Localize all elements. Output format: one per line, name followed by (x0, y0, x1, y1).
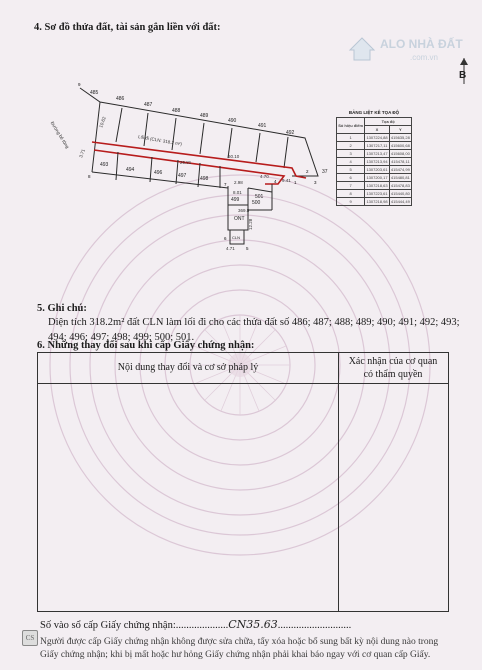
svg-text:497: 497 (178, 173, 187, 179)
coordinate-cell-x: 1307218,63 (366, 183, 388, 188)
coordinate-cell-x: 1307223,61 (366, 191, 388, 196)
svg-text:501: 501 (255, 194, 264, 200)
coordinate-cell-y: 415440,80 (390, 191, 410, 196)
svg-text:485: 485 (90, 90, 99, 96)
coordinate-cell-p: 7 (337, 182, 365, 190)
footer-warning (40, 636, 470, 662)
coordinate-cell-p: 2 (337, 142, 365, 150)
coordinate-cell-y: 415444,49 (390, 199, 410, 204)
svg-text:60.10: 60.10 (228, 154, 240, 159)
svg-text:9.41: 9.41 (282, 178, 291, 183)
coordinate-row (337, 182, 412, 190)
svg-text:494: 494 (126, 167, 135, 173)
coordinate-cell-p: 4 (337, 158, 365, 166)
coordinate-cell-y: 415600,68 (390, 143, 410, 148)
coordinate-cell-p: 9 (337, 198, 365, 206)
changes-content-header: Nội dung thay đổi và cơ sở pháp lý (117, 362, 259, 373)
svg-text:488: 488 (172, 108, 181, 114)
svg-text:6: 6 (224, 236, 227, 241)
svg-text:492: 492 (286, 130, 295, 136)
coordinate-table (336, 110, 412, 206)
svg-text:3: 3 (314, 180, 317, 185)
changes-table (37, 352, 449, 612)
col-x: X (365, 126, 389, 134)
coordinate-cell-x: 1307203,61 (366, 167, 388, 172)
svg-text:498: 498 (200, 176, 209, 182)
coordinate-row (337, 134, 412, 142)
cert-number-label: Số vào sổ cấp Giấy chứng nhận: (40, 620, 176, 631)
coordinate-row (337, 150, 412, 158)
col-point: Số hiệu điểm (337, 118, 365, 134)
coordinate-cell-x: 1307218,98 (366, 199, 388, 204)
coordinate-cell-y: 415480,81 (390, 175, 410, 180)
svg-text:9: 9 (78, 82, 81, 87)
svg-text:499: 499 (231, 197, 240, 203)
changes-confirmation-header: Xác nhận của cơ quan có thẩm quyền (348, 356, 438, 380)
svg-text:12.28: 12.28 (248, 218, 253, 230)
section-4-heading: 4. Sơ đồ thửa đất, tài sản gắn liền với đất: (34, 22, 221, 33)
cert-number-line: Số vào sổ cấp Giấy chứng nhận:....................CN35.63............................ (40, 618, 352, 631)
svg-text:489: 489 (200, 113, 209, 119)
svg-text:10.62: 10.62 (98, 116, 107, 129)
note-line-1: Diện tích 318.2m² đất CLN làm lối đi cho các thửa đất số 486; 487; 488; 489; 490; 491; 492; 493; (48, 317, 460, 328)
svg-text:.com.vn: .com.vn (410, 53, 439, 62)
coordinate-row (337, 142, 412, 150)
svg-text:493: 493 (100, 162, 109, 168)
svg-text:B: B (459, 70, 467, 81)
coordinate-cell-x: 1307224,88 (366, 135, 388, 140)
coordinate-row (337, 174, 412, 182)
camscanner-badge: CS (22, 630, 38, 646)
svg-text:CLN: CLN (232, 235, 241, 240)
coordinate-row (337, 198, 412, 206)
cert-number-handwritten: CN35.63 (228, 618, 278, 631)
svg-text:369.8: 369.8 (238, 208, 250, 213)
svg-text:4: 4 (274, 179, 277, 184)
coordinate-table-title: BẢNG LIỆT KÊ TỌA ĐỘ (348, 110, 400, 115)
coordinate-cell-y: 415478,83 (390, 183, 410, 188)
col-y: Y (389, 126, 411, 134)
svg-text:1: 1 (294, 180, 297, 185)
coordinate-cell-x: 1307200,17 (366, 175, 388, 180)
coordinate-cell-y: 415474,99 (390, 167, 410, 172)
coordinate-cell-p: 5 (337, 166, 365, 174)
coordinate-cell-y: 415635,28 (390, 135, 410, 140)
svg-text:491: 491 (258, 123, 267, 129)
svg-text:37: 37 (322, 169, 328, 175)
svg-text:29.81: 29.81 (180, 160, 192, 165)
coordinate-row (337, 166, 412, 174)
section-5-heading: 5. Ghi chú: (37, 303, 87, 314)
svg-text:7: 7 (224, 182, 227, 187)
svg-text:487: 487 (144, 102, 153, 108)
coordinate-row (337, 190, 412, 198)
svg-text:Đường bê tông: Đường bê tông (49, 120, 71, 150)
footer-warning-line-1: Người được cấp Giấy chứng nhận không được sửa chữa, tẩy xóa hoặc bổ sung bất kỳ nội dung nào trong (40, 637, 439, 647)
svg-text:4.71: 4.71 (226, 246, 235, 251)
coordinate-cell-x: 1307217,11 (366, 143, 388, 148)
svg-text:8: 8 (88, 174, 91, 179)
alonhadat-logo (344, 28, 463, 68)
svg-text:500: 500 (252, 200, 261, 206)
svg-text:ALO NHÀ ĐẤT: ALO NHÀ ĐẤT (380, 37, 463, 51)
footer-warning-line-2: Giấy chứng nhận; khi bị mất hoặc hư hỏng Giấy chứng nhận phải khai báo ngay với cơ quan cấp Giấy. (40, 650, 431, 660)
land-plot-diagram (49, 80, 340, 280)
col-coordinates: Tọa độ (365, 118, 412, 126)
svg-text:2: 2 (306, 169, 309, 174)
svg-text:486: 486 (116, 96, 125, 102)
svg-text:2.98: 2.98 (234, 180, 243, 185)
svg-text:ONT: ONT (234, 216, 245, 222)
coordinate-cell-p: 6 (337, 174, 365, 182)
north-arrow-icon (456, 58, 472, 84)
section-6-heading: 6. Những thay đổi sau khi cấp Giấy chứng nhận: (37, 340, 255, 351)
coordinate-cell-y: 415478,11 (391, 159, 410, 164)
coordinate-row (337, 158, 412, 166)
coordinate-cell-p: 1 (337, 134, 365, 142)
svg-text:Lối đi (CLN: 318.2 m²): Lối đi (CLN: 318.2 m²) (137, 134, 183, 147)
svg-text:8.01: 8.01 (233, 190, 242, 195)
svg-text:496: 496 (154, 170, 163, 176)
coordinate-cell-x: 1307213,47 (366, 151, 388, 156)
svg-text:5: 5 (246, 246, 249, 251)
svg-text:3.71: 3.71 (78, 148, 86, 159)
svg-text:490: 490 (228, 118, 237, 124)
coordinate-cell-p: 3 (337, 150, 365, 158)
coordinate-cell-y: 415608,00 (390, 151, 410, 156)
coordinate-cell-x: 1307213,94 (366, 159, 388, 164)
coordinate-cell-p: 8 (337, 190, 365, 198)
note-line-2: 494; 496; 497; 498; 499; 500; 501. (48, 332, 195, 343)
svg-text:4.70: 4.70 (260, 174, 269, 179)
